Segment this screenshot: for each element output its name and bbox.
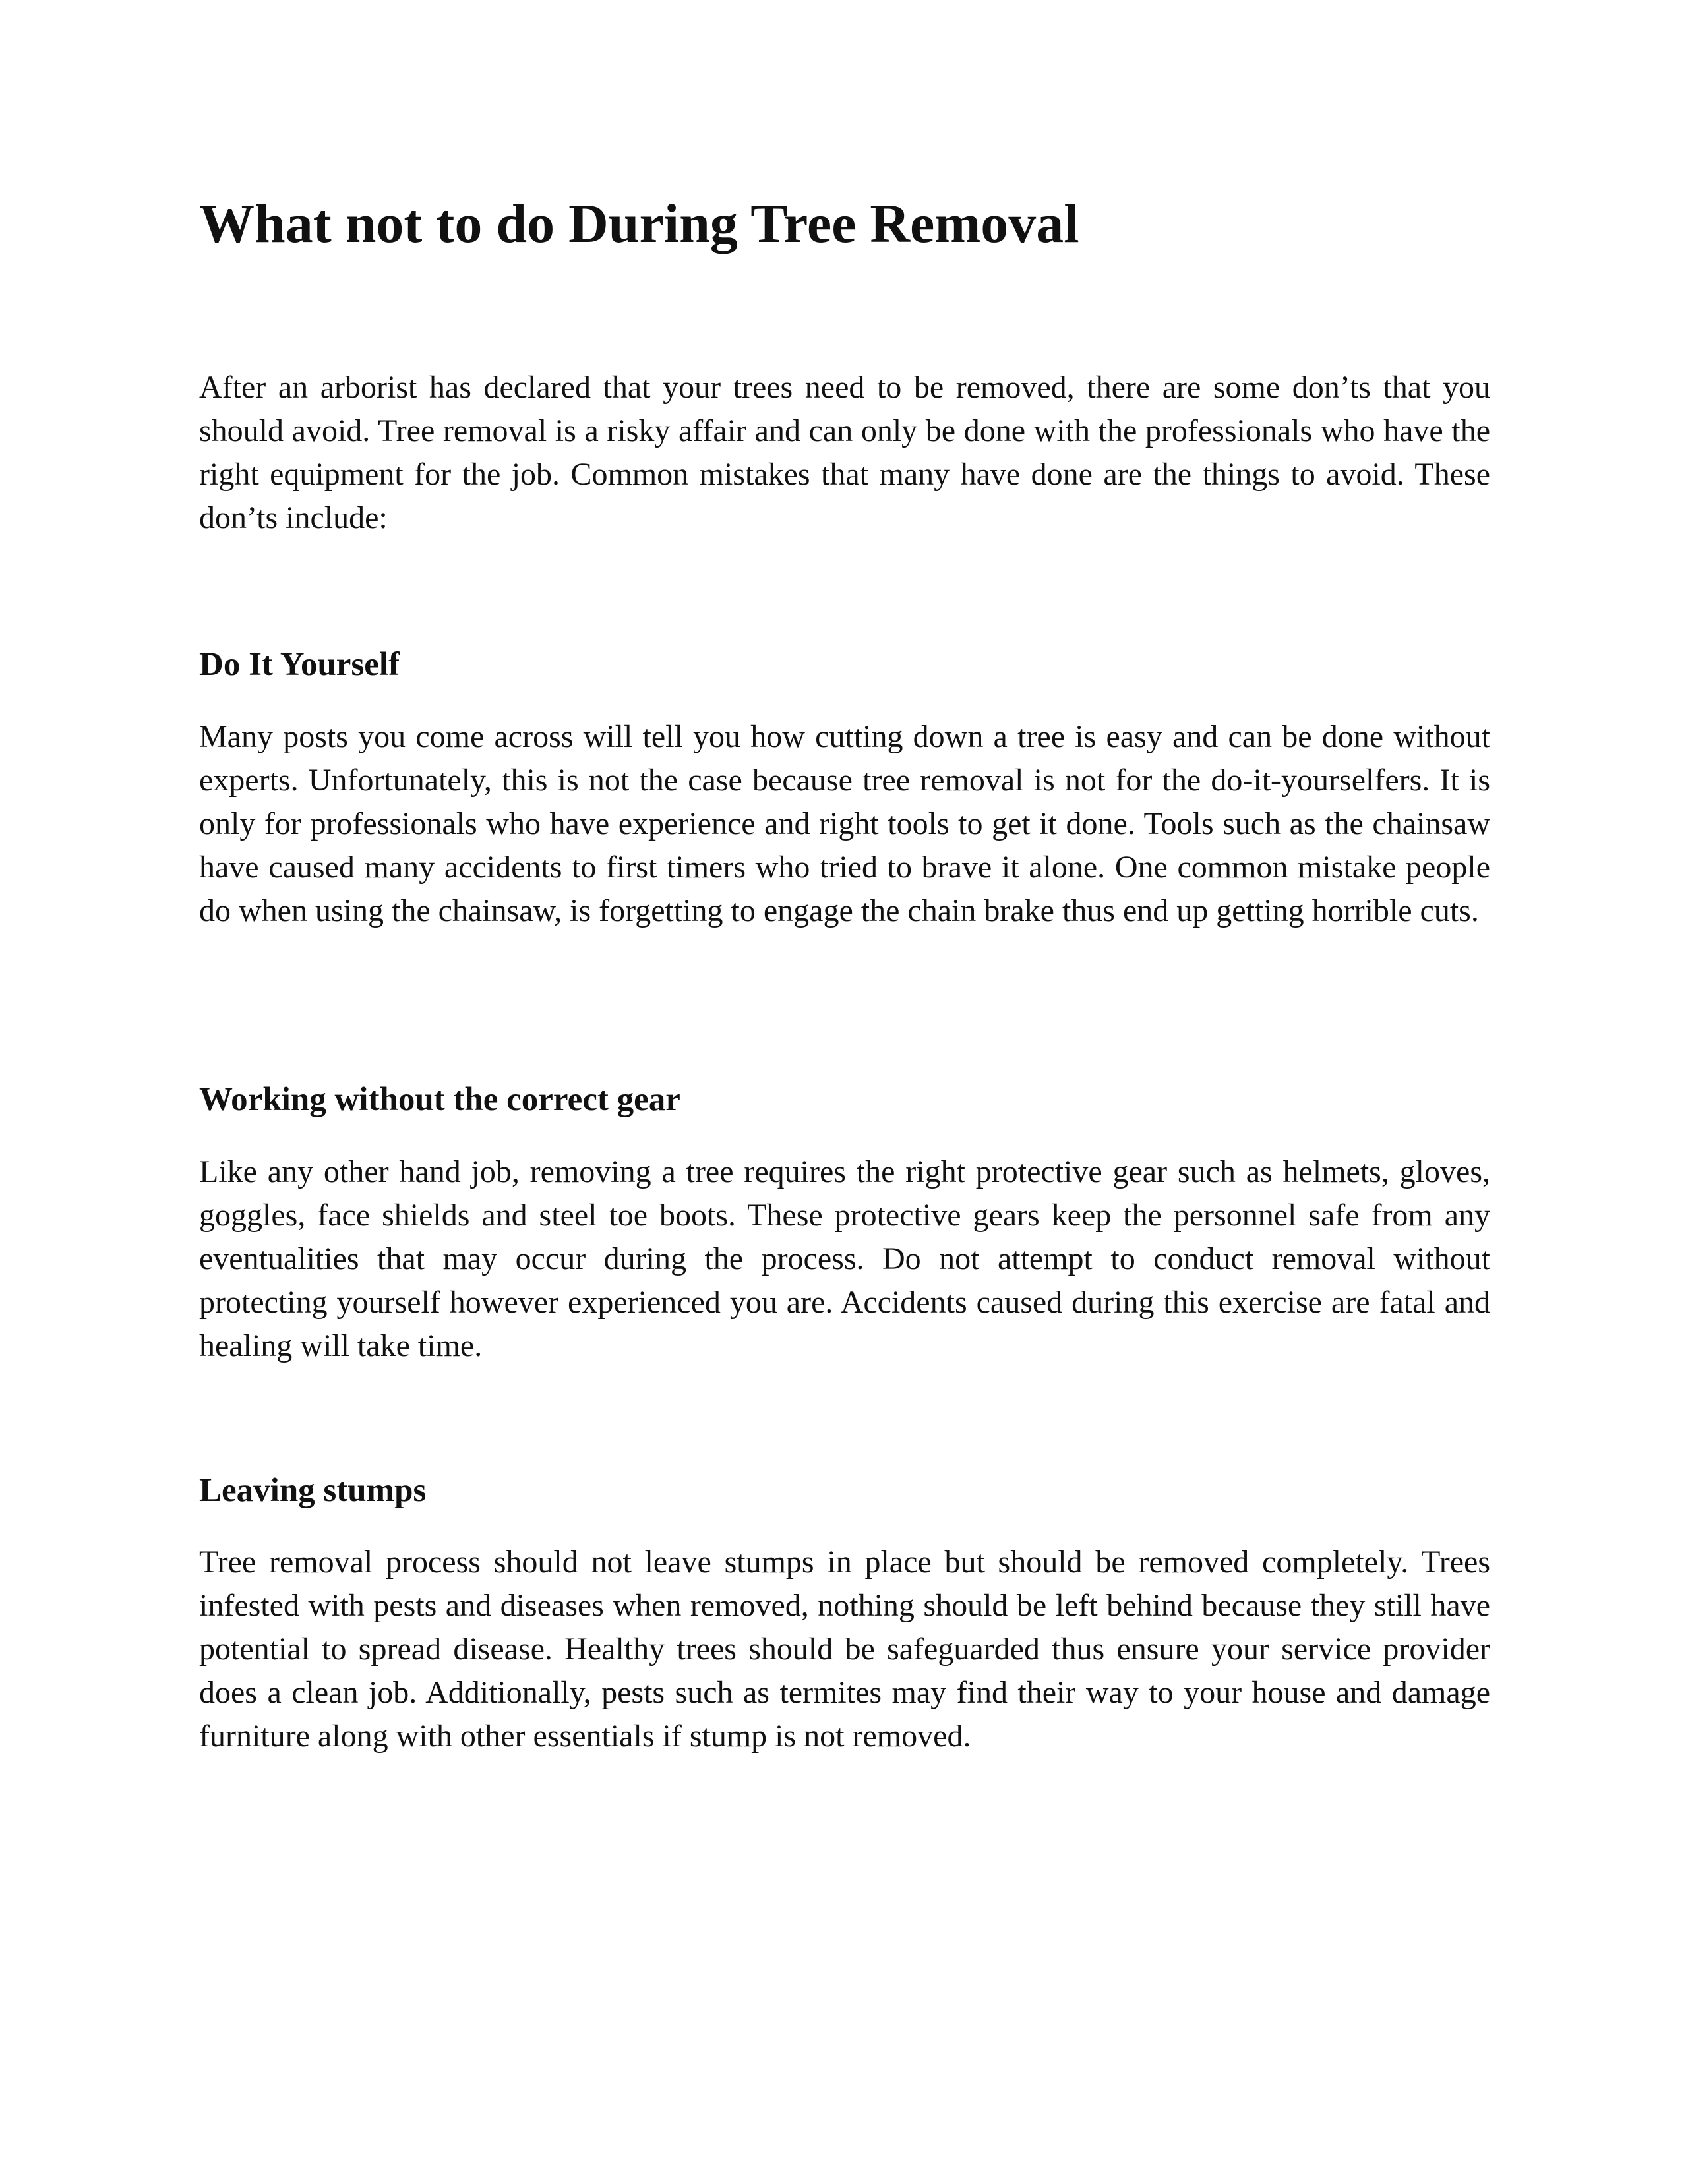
intro-paragraph: After an arborist has declared that your trees need to be removed, there are some don’ts that you should avoid. Tree removal is a risky affair and can only be done with the professionals who have the right equipment for the job. Common mistakes that many have done are the things to avoid. These don’ts include: — [199, 370, 1490, 535]
section-body-correct-gear: Like any other hand job, removing a tree requires the right protective gear such as helmets, gloves, goggles, face shields and steel toe boots. These protective gears keep the personnel safe from any eventualities that may occur during the process. Do not attempt to conduct removal without protecting yourself however experienced you are. Accidents caused during this exercise are fatal and healing will take time. — [199, 1154, 1490, 1363]
section-heading-do-it-yourself: Do It Yourself — [199, 646, 400, 683]
section-heading-leaving-stumps: Leaving stumps — [199, 1472, 427, 1509]
section-heading-correct-gear: Working without the correct gear — [199, 1081, 680, 1118]
section-body-do-it-yourself: Many posts you come across will tell you how cutting down a tree is easy and can be done without experts. Unfortunately, this is not the case because tree removal is not for the do-it-yourselfers. It is only for professionals who have experience and right tools to get it done. Tools such as the chainsaw have caused many accidents to first timers who tried to brave it alone. One common mistake people do when using the chainsaw, is forgetting to engage the chain brake thus end up getting horrible cuts. — [199, 719, 1490, 928]
section-body-leaving-stumps: Tree removal process should not leave stumps in place but should be removed completely. Trees infested with pests and diseases when removed, nothing should be left behind because they still have potential to spread disease. Healthy trees should be safeguarded thus ensure your service provider does a clean job. Additionally, pests such as termites may find their way to your house and damage furniture along with other essentials if stump is not removed. — [199, 1545, 1490, 1754]
document-title: What not to do During Tree Removal — [199, 193, 1079, 254]
